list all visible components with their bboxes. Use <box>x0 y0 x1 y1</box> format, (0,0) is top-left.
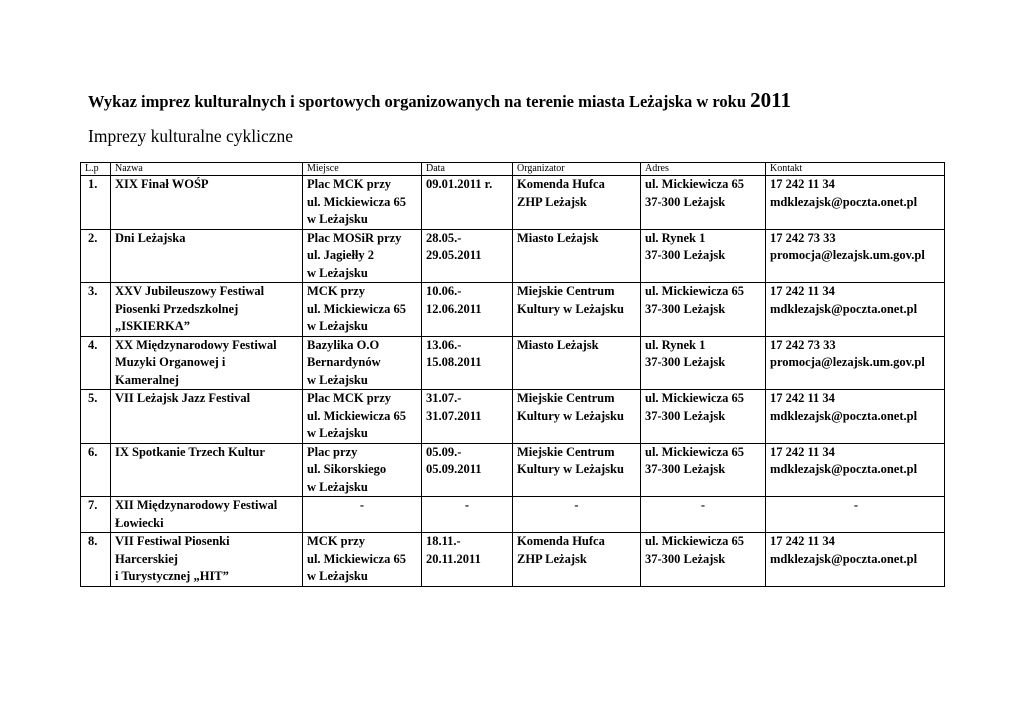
document-title-text: Wykaz imprez kulturalnych i sportowych organizowanych na terenie miasta Leżajska w roku <box>88 92 747 111</box>
cell-miejsce: Plac MOSiR przy ul. Jagiełły 2 w Leżajsku <box>303 229 422 283</box>
cell-nazwa: XII Międzynarodowy Festiwal Łowiecki <box>111 497 303 533</box>
cell-data: 31.07.- 31.07.2011 <box>422 390 513 444</box>
cell-nazwa: Dni Leżajska <box>111 229 303 283</box>
cell-kontakt: 17 242 11 34 mdklezajsk@poczta.onet.pl <box>766 283 945 337</box>
header-miejsce: Miejsce <box>303 163 422 176</box>
cell-adres: ul. Mickiewicza 65 37-300 Leżajsk <box>641 443 766 497</box>
cell-lp: 4. <box>81 336 111 390</box>
cell-adres: ul. Mickiewicza 65 37-300 Leżajsk <box>641 533 766 587</box>
cell-miejsce: MCK przy ul. Mickiewicza 65 w Leżajsku <box>303 533 422 587</box>
cell-nazwa: XXV Jubileuszowy Festiwal Piosenki Przedszkolnej „ISKIERKA” <box>111 283 303 337</box>
cell-organizator: Miejskie Centrum Kultury w Leżajsku <box>513 443 641 497</box>
cell-lp: 7. <box>81 497 111 533</box>
header-data: Data <box>422 163 513 176</box>
cell-miejsce: Plac MCK przy ul. Mickiewicza 65 w Leżajsku <box>303 390 422 444</box>
header-lp: L.p <box>81 163 111 176</box>
table-row <box>81 229 945 283</box>
cell-organizator: Miejskie Centrum Kultury w Leżajsku <box>513 390 641 444</box>
cell-miejsce: Bazylika O.O Bernardynów w Leżajsku <box>303 336 422 390</box>
cell-miejsce: Plac MCK przy ul. Mickiewicza 65 w Leżajsku <box>303 176 422 230</box>
table-row <box>81 283 945 337</box>
cell-lp: 3. <box>81 283 111 337</box>
header-nazwa: Nazwa <box>111 163 303 176</box>
document-title <box>88 88 791 113</box>
cell-organizator: Komenda Hufca ZHP Leżajsk <box>513 176 641 230</box>
cell-adres: ul. Mickiewicza 65 37-300 Leżajsk <box>641 390 766 444</box>
cell-miejsce: MCK przy ul. Mickiewicza 65 w Leżajsku <box>303 283 422 337</box>
cell-adres: - <box>641 497 766 533</box>
table-row <box>81 390 945 444</box>
document-title-year: 2011 <box>750 88 791 112</box>
cell-organizator: - <box>513 497 641 533</box>
header-organizator: Organizator <box>513 163 641 176</box>
cell-lp: 8. <box>81 533 111 587</box>
header-kontakt: Kontakt <box>766 163 945 176</box>
cell-data: 09.01.2011 r. <box>422 176 513 230</box>
cell-nazwa: VII Festiwal Piosenki Harcerskiej i Turystycznej „HIT” <box>111 533 303 587</box>
cell-data: 18.11.- 20.11.2011 <box>422 533 513 587</box>
section-subtitle: Imprezy kulturalne cykliczne <box>88 126 294 146</box>
cell-data: 13.06.- 15.08.2011 <box>422 336 513 390</box>
cell-adres: ul. Mickiewicza 65 37-300 Leżajsk <box>641 283 766 337</box>
cell-miejsce: Plac przy ul. Sikorskiego w Leżajsku <box>303 443 422 497</box>
events-table <box>80 162 945 587</box>
cell-data: 10.06.- 12.06.2011 <box>422 283 513 337</box>
cell-data: 28.05.- 29.05.2011 <box>422 229 513 283</box>
table-row <box>81 497 945 533</box>
table-row <box>81 533 945 587</box>
cell-adres: ul. Mickiewicza 65 37-300 Leżajsk <box>641 176 766 230</box>
cell-kontakt: 17 242 11 34 mdklezajsk@poczta.onet.pl <box>766 390 945 444</box>
cell-nazwa: IX Spotkanie Trzech Kultur <box>111 443 303 497</box>
cell-organizator: Miasto Leżajsk <box>513 229 641 283</box>
cell-data: 05.09.- 05.09.2011 <box>422 443 513 497</box>
cell-adres: ul. Rynek 1 37-300 Leżajsk <box>641 229 766 283</box>
cell-nazwa: XX Międzynarodowy Festiwal Muzyki Organowej i Kameralnej <box>111 336 303 390</box>
cell-nazwa: XIX Finał WOŚP <box>111 176 303 230</box>
cell-miejsce: - <box>303 497 422 533</box>
cell-kontakt: 17 242 73 33 promocja@lezajsk.um.gov.pl <box>766 336 945 390</box>
cell-organizator: Miasto Leżajsk <box>513 336 641 390</box>
cell-lp: 5. <box>81 390 111 444</box>
table-row <box>81 443 945 497</box>
cell-lp: 6. <box>81 443 111 497</box>
header-adres: Adres <box>641 163 766 176</box>
cell-kontakt: - <box>766 497 945 533</box>
cell-adres: ul. Rynek 1 37-300 Leżajsk <box>641 336 766 390</box>
table-row <box>81 336 945 390</box>
cell-kontakt: 17 242 11 34 mdklezajsk@poczta.onet.pl <box>766 443 945 497</box>
cell-data: - <box>422 497 513 533</box>
table-header-row <box>81 163 945 176</box>
cell-nazwa: VII Leżajsk Jazz Festival <box>111 390 303 444</box>
cell-kontakt: 17 242 11 34 mdklezajsk@poczta.onet.pl <box>766 176 945 230</box>
cell-lp: 1. <box>81 176 111 230</box>
cell-kontakt: 17 242 73 33 promocja@lezajsk.um.gov.pl <box>766 229 945 283</box>
cell-kontakt: 17 242 11 34 mdklezajsk@poczta.onet.pl <box>766 533 945 587</box>
cell-organizator: Miejskie Centrum Kultury w Leżajsku <box>513 283 641 337</box>
cell-lp: 2. <box>81 229 111 283</box>
table-row <box>81 176 945 230</box>
cell-organizator: Komenda Hufca ZHP Leżajsk <box>513 533 641 587</box>
